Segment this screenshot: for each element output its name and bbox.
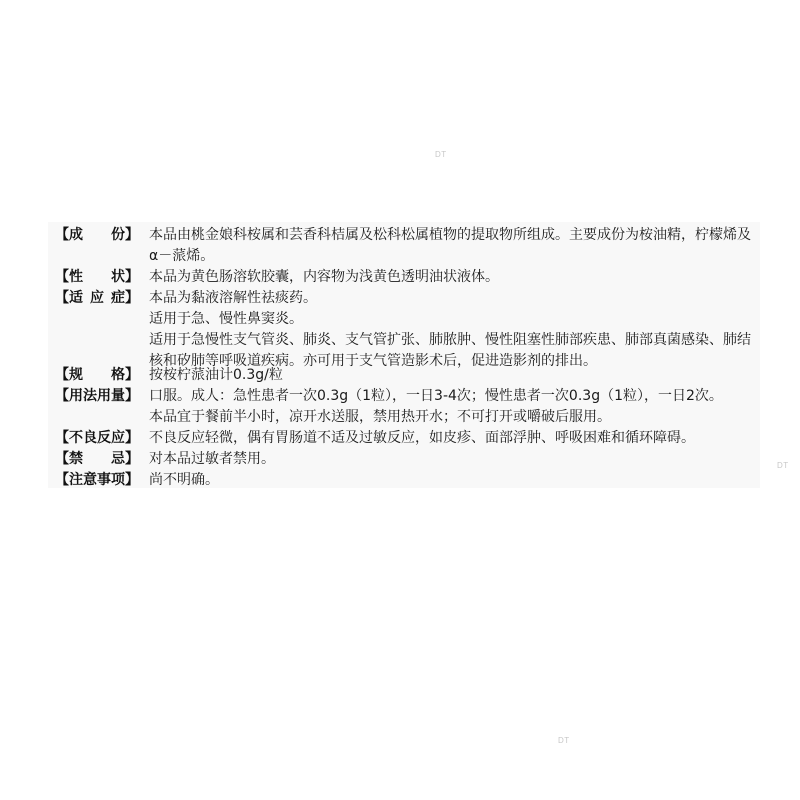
section-label-dosage: 【用法用量】: [55, 388, 139, 404]
precautions-text: 尚不明确。: [149, 472, 219, 488]
adverse-reactions-text: 不良反应轻微，偶有胃肠道不适及过敏反应，如皮疹、面部浮肿、呼吸困难和循环障碍。: [149, 430, 695, 446]
indications-text-3: 适用于急慢性支气管炎、肺炎、支气管扩张、肺脓肿、慢性阻塞性肺部疾患、肺部真菌感染、肺结核和矽肺等呼吸道疾病。亦可用于支气管造影术后，促进造影剂的排出。: [149, 332, 751, 369]
section-label-ingredients: 【成份】: [55, 227, 139, 243]
section-label-adverse-reactions: 【不良反应】: [55, 430, 139, 446]
watermark-text: DT: [558, 736, 570, 745]
watermark-text: DT: [435, 150, 447, 159]
watermark-text: DT: [777, 461, 789, 470]
indications-text-1: 本品为黏液溶解性祛痰药。: [149, 290, 317, 306]
section-label-contraindications: 【禁忌】: [55, 451, 139, 467]
section-label-indications: 【适应症】: [55, 290, 139, 306]
section-body-adverse-reactions: [149, 428, 754, 449]
section-body-indications: [149, 288, 754, 372]
dosage-text-1: 口服。成人：急性患者一次0.3g（1粒），一日3-4次；慢性患者一次0.3g（1粒），一日2次。: [149, 388, 723, 404]
section-label-precautions: 【注意事项】: [55, 472, 139, 488]
contraindications-text: 对本品过敏者禁用。: [149, 451, 275, 467]
section-body-dosage: [149, 386, 754, 428]
section-label-appearance: 【性状】: [55, 269, 139, 285]
drug-label-panel: [48, 222, 760, 488]
section-body-precautions: [149, 470, 754, 488]
ingredients-text: 本品由桃金娘科桉属和芸香科桔属及松科松属植物的提取物所组成。主要成份为桉油精，柠檬烯及 α－蒎烯。: [149, 227, 751, 264]
section-body-appearance: [149, 267, 754, 288]
section-body-contraindications: [149, 449, 754, 470]
appearance-text: 本品为黄色肠溶软胶囊，内容物为浅黄色透明油状液体。: [149, 269, 499, 285]
indications-text-2: 适用于急、慢性鼻窦炎。: [149, 311, 303, 327]
section-body-ingredients: [149, 225, 754, 267]
dosage-text-2: 本品宜于餐前半小时，凉开水送服，禁用热开水；不可打开或嚼破后服用。: [149, 409, 611, 425]
section-body-specification: [149, 365, 754, 386]
specification-text: 按桉柠蒎油计0.3g/粒: [149, 367, 283, 383]
section-label-specification: 【规格】: [55, 367, 139, 383]
